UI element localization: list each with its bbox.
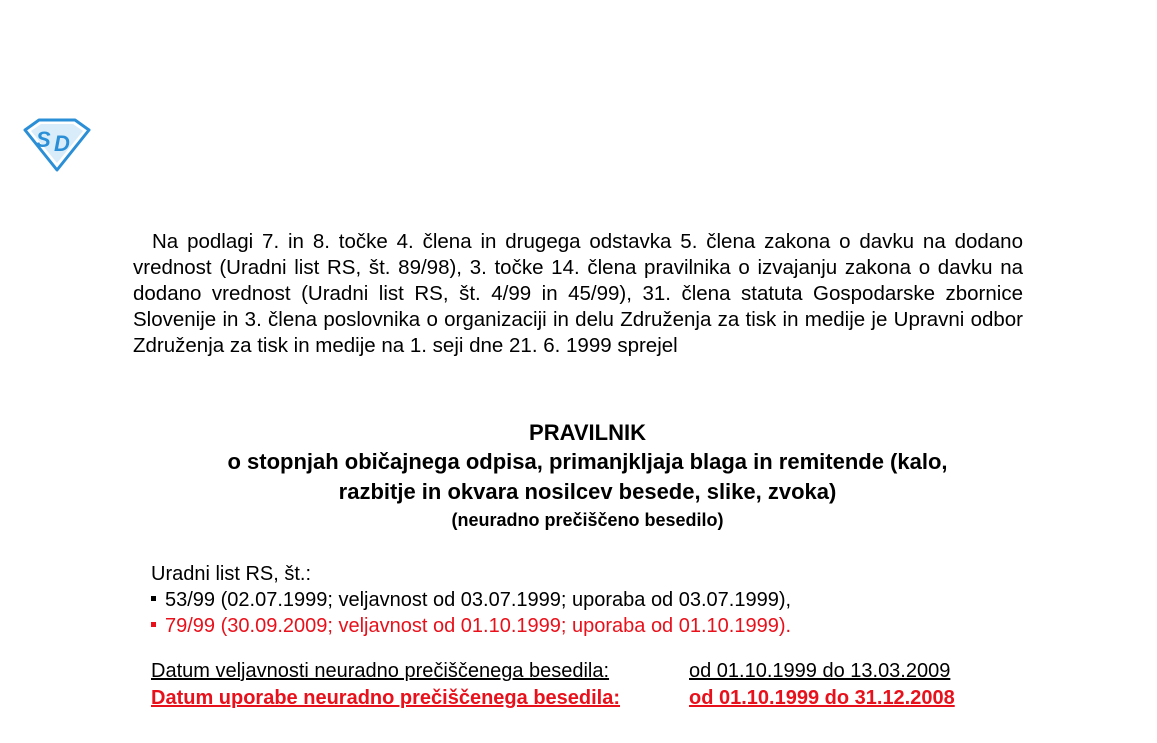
validity-date-value: od 01.10.1999 do 13.03.2009 bbox=[689, 660, 951, 682]
usage-date-label: Datum uporabe neuradno prečiščenega besedila: bbox=[151, 687, 621, 709]
gazette-entry-53-99 bbox=[151, 587, 791, 613]
document-title-block bbox=[130, 418, 1045, 533]
document-subtitle-line-1: o stopnjah običajnega odpisa, primanjkljaja blaga in remitende (kalo, bbox=[227, 449, 948, 474]
document-title: PRAVILNIK bbox=[529, 420, 646, 445]
gazette-entry-text: 79/99 (30.09.2009; veljavnost od 01.10.1999; uporaba od 01.10.1999). bbox=[165, 615, 792, 637]
usage-date-value: od 01.10.1999 do 31.12.2008 bbox=[689, 687, 955, 709]
gazette-entry-text: 53/99 (02.07.1999; veljavnost od 03.07.1999; uporaba od 03.07.1999), bbox=[165, 589, 792, 611]
usage-row bbox=[151, 685, 955, 712]
validity-dates bbox=[151, 658, 955, 712]
official-gazette-list bbox=[151, 561, 791, 639]
validity-date-label: Datum veljavnosti neuradno prečiščenega besedila: bbox=[151, 660, 610, 682]
unofficial-consolidated-note: (neuradno prečiščeno besedilo) bbox=[451, 510, 724, 530]
svg-text:D: D bbox=[54, 131, 70, 156]
gazette-entry-79-99 bbox=[151, 613, 791, 639]
bullet-icon bbox=[151, 622, 156, 627]
validity-row bbox=[151, 658, 955, 685]
document-subtitle-line-2: razbitje in okvara nosilcev besede, slike, zvoka) bbox=[338, 479, 837, 504]
sd-shield-logo-icon bbox=[21, 116, 93, 172]
svg-text:S: S bbox=[36, 127, 51, 152]
bullet-icon bbox=[151, 596, 156, 601]
official-gazette-heading: Uradni list RS, št.: bbox=[151, 563, 312, 585]
intro-paragraph: Na podlagi 7. in 8. točke 4. člena in drugega odstavka 5. člena zakona o davku na dodano vrednost (Uradni list RS, št. 89/98), 3. točke 14. člena pravilnika o izvajanju zakona o davku na dodano vrednost (Uradni list RS, št. 4/99 in 45/99), 31. člena statuta Gospodarske zbornice Slovenije in 3. člena poslovnika o organizaciji in delu Združenja za tisk in medije je Upravni odbor Združenja za tisk in medije na 1. seji dne 21. 6. 1999 sprejel bbox=[133, 230, 1023, 357]
